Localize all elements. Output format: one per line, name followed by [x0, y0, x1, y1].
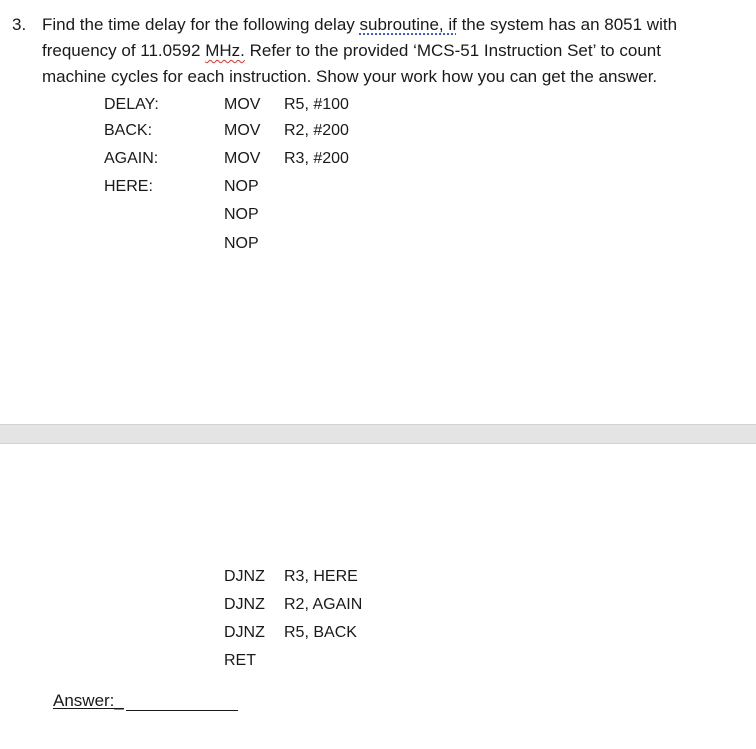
code-operands: R2, #200: [284, 122, 349, 139]
code-opcode: DJNZ: [224, 624, 265, 641]
answer-label: Answer:_: [53, 691, 124, 710]
code-opcode: NOP: [224, 235, 259, 252]
code-opcode: NOP: [224, 178, 259, 195]
grammar-flagged-text[interactable]: subroutine, if: [359, 15, 457, 34]
code-operands: R5, #100: [284, 96, 349, 113]
code-opcode: MOV: [224, 96, 261, 113]
code-label: DELAY:: [104, 96, 159, 113]
code-opcode: MOV: [224, 150, 261, 167]
code-opcode: RET: [224, 652, 256, 669]
question-text: [42, 12, 748, 90]
code-opcode: MOV: [224, 122, 261, 139]
code-operands: R3, HERE: [284, 568, 358, 585]
code-label: HERE:: [104, 178, 153, 195]
code-operands: R2, AGAIN: [284, 596, 363, 613]
question-line-1: [42, 12, 748, 38]
page-break-separator: [0, 424, 756, 444]
question-line-3: machine cycles for each instruction. Show your work how you can get the answer.: [42, 67, 658, 86]
code-opcode: NOP: [224, 206, 259, 223]
code-operands: R3, #200: [284, 150, 349, 167]
question-line-2-end: Refer to the provided ‘MCS-51 Instruction Set’ to count: [244, 41, 661, 60]
code-operands: R5, BACK: [284, 624, 357, 641]
code-opcode: DJNZ: [224, 568, 265, 585]
code-opcode: DJNZ: [224, 596, 265, 613]
spelling-flagged-text[interactable]: MHz.: [205, 41, 245, 60]
question-line-1-start: Find the time delay for the following delay: [42, 15, 360, 34]
answer-blank-line[interactable]: [126, 710, 238, 711]
question-line-2-start: frequency of 11.0592: [42, 41, 206, 60]
question-number: 3.: [12, 15, 27, 34]
question-line-1-end: the system has an 8051 with: [456, 15, 678, 34]
code-label: BACK:: [104, 122, 153, 139]
question-line-2: [42, 38, 748, 64]
code-label: AGAIN:: [104, 150, 159, 167]
